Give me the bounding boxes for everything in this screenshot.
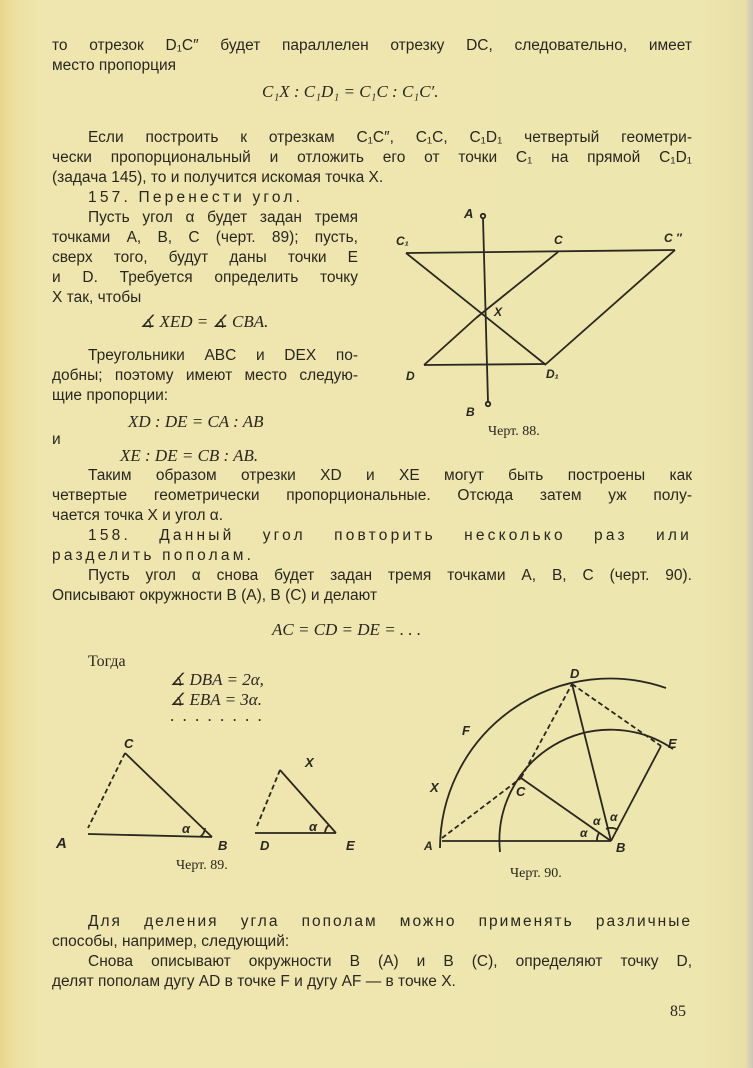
text-line: то отрезок D₁C″ будет параллелен отрезку DC, следовательно, имеет	[52, 37, 692, 54]
text-then: Тогда	[88, 653, 126, 670]
label-C: C	[554, 233, 563, 247]
text-line: способы, например, следующий:	[52, 933, 290, 950]
problem-157-title: 157. Перенести угол.	[88, 189, 304, 206]
angle-alpha: α	[182, 821, 191, 836]
page-number: 85	[670, 1003, 686, 1020]
text-line: Описывают окружности B (A), B (C) и делают	[52, 587, 378, 604]
figure-88	[380, 206, 700, 419]
text-line: чается точка X и угол α.	[52, 507, 224, 524]
text-line: Для деления угла пополам можно применять различные	[88, 913, 692, 930]
text-line: место пропорция	[52, 57, 177, 74]
formula-triple-angle: ∡ EBA = 3α.	[170, 690, 262, 709]
label-B: B	[218, 838, 228, 853]
figure-89-caption: Черт. 89.	[176, 858, 228, 873]
label-X: X	[430, 780, 439, 795]
label-D: D	[260, 838, 270, 853]
formula-arc-equality: AC = CD = DE = . . .	[272, 620, 422, 639]
label-E: E	[668, 736, 677, 751]
angle-alpha: α	[309, 819, 318, 834]
formula-angle-equality: ∡ XED = ∡ CBA.	[140, 312, 269, 331]
text-line: четвертые геометрически пропорциональные. Отсюда затем уж полу-	[52, 487, 692, 504]
label-E: E	[346, 838, 355, 853]
text-line: (задача 145), то и получится искомая точка X.	[52, 169, 384, 186]
label-D: D	[570, 666, 580, 681]
label-A: A	[424, 839, 433, 853]
angle-alpha: α	[610, 810, 618, 824]
label-B: B	[616, 840, 626, 855]
figure-90-caption: Черт. 90.	[510, 866, 562, 881]
text-line: сверх того, будут даны точки E	[52, 249, 358, 266]
angle-alpha: α	[593, 814, 601, 828]
text-line: Если построить к отрезкам C₁C″, C₁C, C₁D₁ четвертый геометри-	[88, 129, 692, 146]
text-line: Треугольники ABC и DEX по-	[88, 347, 358, 364]
text-line: X так, чтобы	[52, 289, 142, 306]
text-line: Таким образом отрезки XD и XE могут быть построены как	[88, 467, 692, 484]
label-F: F	[462, 723, 470, 738]
label-X: X	[305, 755, 314, 770]
formula-proportion-1: C₁X : C₁D₁ = C₁C : C₁C′.	[262, 82, 439, 101]
formula-proportion-3: XE : DE = CB : AB.	[120, 446, 259, 465]
text-line: точками A, B, C (черт. 89); пусть,	[52, 229, 358, 246]
label-B: B	[466, 405, 475, 419]
angle-alpha: α	[580, 826, 588, 840]
text-line: Снова описывают окружности B (A) и B (C), определяют точку D,	[88, 953, 692, 970]
text-line: Пусть угол α снова будет задан тремя точками A, B, C (черт. 90).	[88, 567, 692, 584]
label-C1: C₁	[396, 234, 409, 248]
label-A: A	[464, 206, 474, 221]
text-line: чески пропорциональный и отложить его от точки C₁ на прямой C₁D₁	[52, 149, 692, 166]
text-conjunction: и	[52, 431, 61, 448]
formula-double-angle: ∡ DBA = 2α,	[170, 670, 264, 689]
label-C: C	[124, 736, 134, 751]
problem-158-title-cont: разделить пополам.	[52, 547, 255, 564]
label-D: D	[406, 369, 415, 383]
formula-proportion-2: XD : DE = CA : AB	[128, 412, 264, 431]
label-X: X	[494, 305, 503, 319]
text-line: делят пополам дугу AD в точке F и дугу AF — в точке X.	[52, 973, 456, 990]
figure-90	[400, 650, 720, 860]
text-line: щие пропорции:	[52, 387, 169, 404]
text-line: Пусть угол α будет задан тремя	[88, 209, 358, 226]
text-line: и D. Требуется определить точку	[52, 269, 358, 286]
problem-158-title: 158. Данный угол повторить несколько раз или	[88, 527, 692, 544]
text-line: добны; поэтому имеют место следую-	[52, 367, 358, 384]
label-C-double-prime: C ″	[664, 231, 682, 245]
ellipsis-dots: . . . . . . . .	[170, 706, 264, 725]
label-A: A	[56, 835, 67, 852]
figure-89	[50, 730, 390, 860]
label-C: C	[516, 784, 526, 799]
label-D1: D₁	[546, 367, 559, 381]
figure-88-caption: Черт. 88.	[488, 424, 540, 439]
